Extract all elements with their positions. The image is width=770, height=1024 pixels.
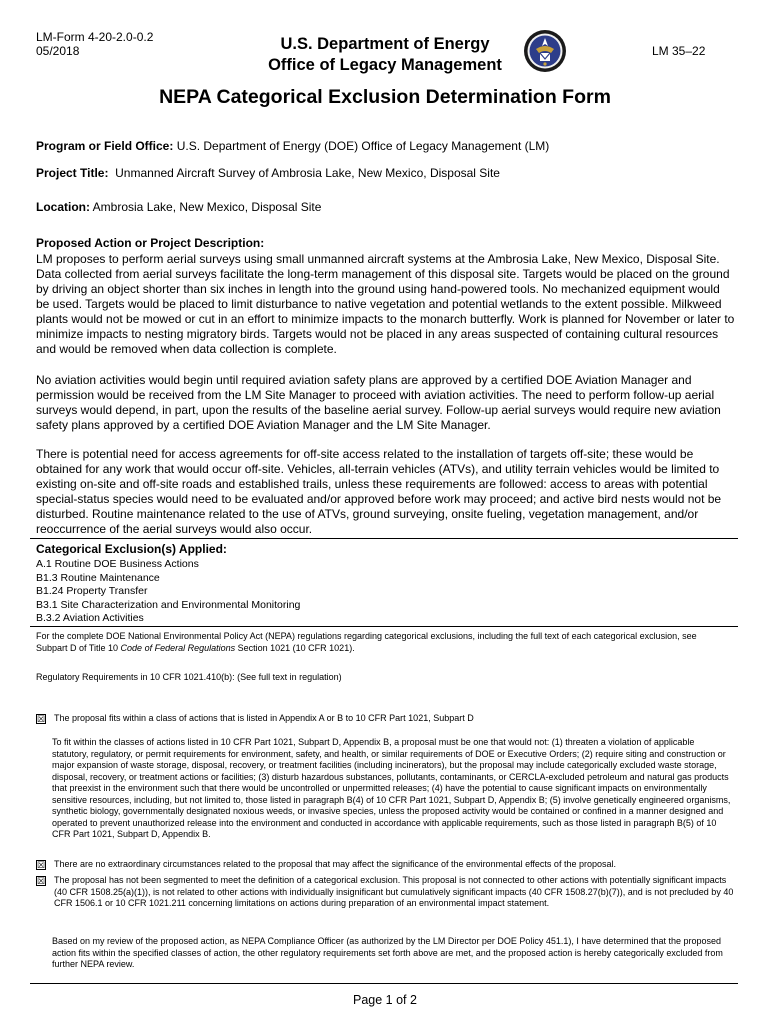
- list-item: B3.1 Site Characterization and Environmental Monitoring: [36, 598, 301, 611]
- project-title-label: Project Title:: [36, 166, 109, 180]
- proposed-action-paragraph-2: No aviation activities would begin until required aviation safety plans are approved by a certified DOE Aviation Manager and permission would be received from the LM Site Manager to proceed with aviation activities. The need to perform follow-up aerial surveys would depend, in part, upon the results of the baseline aerial survey. Follow-up aerial surveys would require new aviation safety plans approved by a certified DOE Aviation Manager and the LM Site Manager.: [36, 373, 721, 432]
- list-item: A.1 Routine DOE Business Actions: [36, 558, 199, 570]
- reference-note-italic: Code of Federal Regulations: [120, 642, 236, 653]
- check-item-text: There are no extraordinary circumstances related to the proposal that may affect the significance of the environmental effects of the proposal.: [54, 859, 616, 869]
- check-item-extraordinary: [36, 859, 736, 871]
- checked-box-icon[interactable]: ☒: [37, 876, 46, 886]
- determination-statement: Based on my review of the proposed action, as NEPA Compliance Officer (as authorized by the LM Director per DOE Policy 451.1), I have determined that the proposed action fits within the specified classes of action, the other regulatory requirements set forth above are met, and the proposed action is hereby categorically excluded from further NEPA review.: [52, 936, 723, 969]
- form-number: LM-Form 4-20-2.0-0.2: [36, 30, 154, 44]
- footer-divider: [30, 983, 738, 984]
- regulatory-requirements: Regulatory Requirements in 10 CFR 1021.410(b): (See full text in regulation): [36, 672, 342, 682]
- reference-note: [36, 631, 726, 654]
- checked-box-icon[interactable]: ☒: [37, 714, 46, 724]
- page-title: NEPA Categorical Exclusion Determination Form: [159, 86, 611, 108]
- program-office-field: [36, 139, 549, 153]
- form-identifier: [36, 30, 153, 58]
- form-date: 05/2018: [36, 44, 80, 58]
- list-item: B1.24 Property Transfer: [36, 585, 148, 598]
- proposed-action-paragraph-1: LM proposes to perform aerial surveys using small unmanned aircraft systems at the Ambrosia Lake, New Mexico, Disposal Site. Data collected from aerial surveys facilitate the long-term management of this disposal site. Targets would be placed on the ground by driving an object shorter than six inches in length into the ground using hand-powered tools. No mechanized equipment would be used. Targets would be placed to limit disturbance to native vegetation and potential wetlands to the extent possible. Milkweed plants would not be mowed or cut in an effort to minimize impacts to the monarch butterfly. Work is planned for November or later to minimize impacts to nesting migratory birds. Targets would not be placed in any areas suspected of containing cultural resources and would be removed when data collection is complete.: [36, 252, 735, 356]
- form-code: LM 35–22: [652, 44, 706, 58]
- project-title-value: Unmanned Aircraft Survey of Ambrosia Lake, New Mexico, Disposal Site: [115, 166, 500, 180]
- page-number: Page 1 of 2: [353, 993, 417, 1007]
- section-divider: [30, 538, 738, 539]
- project-title-field: [36, 166, 500, 180]
- agency-name: [200, 34, 570, 76]
- program-office-label: Program or Field Office:: [36, 139, 174, 153]
- check-item-segmentation: [36, 875, 736, 923]
- proposed-action-heading: Proposed Action or Project Description:: [36, 236, 265, 250]
- proposed-action-paragraph-3: There is potential need for access agreements for off-site access related to the installation of targets off-site; these would be obtained for any work that would occur off-site. Vehicles, all-terrain vehicles (ATVs), and utility terrain vehicles would be limited to existing on-site and off-site roads and established trails, unless these requirements are followed: access to areas with potential special-status species would need to be evaluated and/or approved before work may proceed; and active bird nests would not be disturbed. Routine maintenance related to the use of ATVs, ground surveying, onsite fueling, vegetation management, and/or reoccurrence of the aerial surveys would also occur.: [36, 447, 722, 536]
- exclusions-list: [36, 558, 300, 626]
- reference-note-text-1: For the complete DOE National Environmental Policy Act (NEPA) regulations regarding categorical exclusions, including the full text of each categorical exclusion, see Subpart D of Title 10: [36, 631, 697, 653]
- list-item: B.3.2 Aviation Activities: [36, 612, 144, 625]
- doe-seal-icon: [523, 29, 567, 73]
- classes-of-actions-text: To fit within the classes of actions listed in 10 CFR Part 1021, Subpart D, Appendix B, a proposal must be one that would not: (1) threaten a violation of applicable statutory, regulatory, or permit requirements for environment, safety, and health, or similar requirements of DOE or Executive Orders; (2) require siting and construction or major expansion of waste storage, disposal, recovery, or treatment facilities (including incinerators), but the proposal may include categorically excluded waste storage, disposal, recovery, or treatment actions or facilities; (3) disturb hazardous substances, pollutants, contaminants, or CERCLA-excluded petroleum and natural gas products that preexist in the environment such that there would be uncontrolled or unpermitted releases; (4) have the potential to cause significant impacts on environmentally sensitive resources, including, but not limited to, those listed in paragraph B(4) of 10 CFR Part 1021, Subpart D, Appendix B; (5) involve genetically engineered organisms, synthetic biology, governmentally designated noxious weeds, or invasive species, unless the proposed activity would be contained or confined in a manner designed and operated to prevent unauthorized release into the environment and conducted in accordance with applicable requirements, such as those listed in paragraph B(5) of 10 CFR Part 1021, Subpart D, Appendix B.: [52, 737, 731, 839]
- checked-box-icon[interactable]: ☒: [37, 860, 46, 870]
- list-item: B1.3 Routine Maintenance: [36, 571, 160, 584]
- check-item-text: The proposal has not been segmented to meet the definition of a categorical exclusion. This proposal is not connected to other actions with potentially significant impacts (40 CFR 1508.25(a)(1)), is not related to other actions with individually insignificant but cumulatively significant impacts (40 CFR 1508.27(b)(7)), and is not precluded by 40 CFR 1506.1 or 10 CFR 1021.211 concerning limitations on actions during preparation of an environmental impact statement.: [54, 875, 734, 908]
- program-office-value: U.S. Department of Energy (DOE) Office of Legacy Management (LM): [176, 139, 550, 153]
- location-value: Ambrosia Lake, New Mexico, Disposal Site: [92, 200, 322, 214]
- section-divider: [30, 626, 738, 627]
- check-item-appendix: [36, 713, 736, 725]
- location-label: Location:: [36, 200, 90, 214]
- agency-line-1: U.S. Department of Energy: [280, 35, 490, 53]
- agency-line-2: Office of Legacy Management: [268, 56, 502, 74]
- exclusions-heading: Categorical Exclusion(s) Applied:: [36, 542, 227, 556]
- reference-note-text-2: Section 1021 (10 CFR 1021).: [235, 642, 355, 653]
- check-item-text: The proposal fits within a class of actions that is listed in Appendix A or B to 10 CFR Part 1021, Subpart D: [54, 713, 474, 723]
- location-field: [36, 200, 321, 214]
